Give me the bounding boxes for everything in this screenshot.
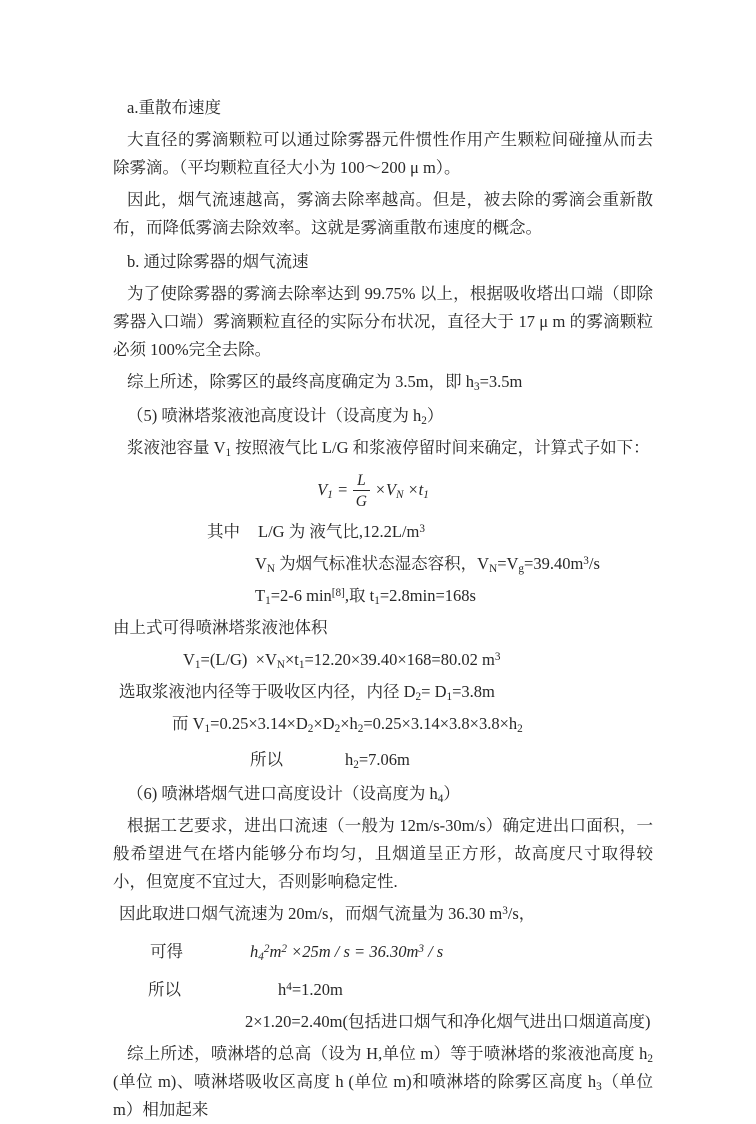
- derivation-row-h4: [150, 938, 653, 966]
- formula-duct-total-height: 2×1.20=2.40m(包括进口烟气和净化烟气进出口烟道高度): [245, 1011, 651, 1031]
- paragraph-pool-volume-intro: 由上式可得喷淋塔浆液池体积: [113, 617, 328, 637]
- obtain-label: 可得: [150, 941, 183, 961]
- h4-equation: $h_4^2m^2 \times 25m / s = 36.30m^3 / s$: [250, 941, 444, 963]
- heading-slurry-pool-height-design: （5) 喷淋塔浆液池高度设计（设高度为 $h_2$）: [127, 406, 444, 428]
- fraction-l-over-g: [353, 470, 370, 512]
- paragraph-inlet-outlet-velocity: 根据工艺要求，进出口流速（一般为 12m/s-30m/s）确定进出口面积，一般希望进气在塔内能够分布均匀，且烟道呈正方形，故高度尺寸取得较小，但宽度不宜过大，否则影响稳定性.: [113, 815, 653, 891]
- fraction-numerator: L: [353, 470, 370, 491]
- paragraph-demist-zone-height: 综上所述，除雾区的最终高度确定为 3.5m，即 $h_3=3.5m$: [127, 372, 523, 394]
- formula-v1-with-d2: 而 $V_1=0.25\times 3.14\times D_2\times D_2\times h_2=0.25\times 3.14\times 3.8\times 3.8\times h_2$: [172, 713, 523, 735]
- paragraph-redispersion-concept: 因此，烟气流速越高，雾滴去除率越高。但是，被去除的雾滴会重新散布，而降低雾滴去除效率。这就是雾滴重散布速度的概念。: [113, 190, 653, 237]
- heading-gas-inlet-height-design: （6) 喷淋塔烟气进口高度设计（设高度为 $h_4$）: [127, 783, 460, 805]
- paragraph-inlet-velocity-chosen: 因此取进口烟气流速为 20m/s，而烟气流量为 36.30 $m^3/s$，: [119, 903, 536, 923]
- formula-v1-lhs: $V_1$ =: [317, 479, 349, 501]
- where-label: 其中: [207, 521, 240, 541]
- paragraph-droplet-collision: 大直径的雾滴颗粒可以通过除雾器元件惯性作用产生颗粒间碰撞从而去除雾滴。（平均颗粒直径大小为 100～200 μ m）。: [113, 130, 653, 177]
- where-clause-lg: [207, 518, 653, 546]
- formula-v1-definition: [93, 470, 653, 512]
- paragraph-removal-rate: 为了使除雾器的雾滴去除率达到 99.75% 以上，根据吸收塔出口端（即除雾器入口端）雾滴颗粒直径的实际分布状况，直径大于 17 μ m 的雾滴颗粒必须 100%完全去除。: [113, 284, 653, 359]
- heading-gas-velocity-through-demister: b. 通过除雾器的烟气流速: [127, 252, 309, 271]
- h2-result-value: $h_2=7.06m$: [345, 749, 410, 771]
- paragraph-slurry-pool-capacity: 浆液池容量 $V_1$ 按照液气比 L/G 和浆液停留时间来确定，计算式子如下：: [127, 438, 650, 460]
- where-value-vn: $V_N$ 为烟气标准状态湿态容积，$V_N=V_g=39.40m^3/s$: [255, 553, 600, 575]
- formula-v1-calculation: $V_1=(L/G) \times V_N\times t_1=12.20\times 39.40\times 168=80.02$ $m^3$: [183, 649, 501, 671]
- heading-redispersion-velocity: a.重散布速度: [127, 98, 221, 117]
- paragraph-total-height-summary: 综上所述，喷淋塔的总高（设为 H,单位 m）等于喷淋塔的浆液池高度 $h_2$ (单位 m)、喷淋塔吸收区高度 h (单位 m)和喷淋塔的除雾区高度 $h_3$（单位 m）相加起来: [113, 1043, 654, 1119]
- paragraph-pool-diameter: 选取浆液池内径等于吸收区内径，内径 $D_2= D_1=3.8m$: [119, 681, 495, 703]
- where-value-t1: $T_1=2-6$ min[8],取 $t_1=2.8\min=168s$: [255, 585, 476, 607]
- therefore-label: 所以: [250, 749, 283, 769]
- fraction-denominator: G: [355, 493, 367, 511]
- conclusion-row-h4: [148, 976, 653, 1004]
- therefore-label: 所以: [148, 979, 181, 999]
- document-content: [113, 88, 653, 1124]
- where-value-lg-ratio: L/G 为 液气比$,12.2L/m^3$: [258, 521, 425, 541]
- formula-v1-rhs: $\times V_N \times t_1$: [374, 479, 429, 501]
- conclusion-row-h2: [250, 746, 653, 774]
- h4-result-value: $h^4=1.20m$: [278, 979, 343, 999]
